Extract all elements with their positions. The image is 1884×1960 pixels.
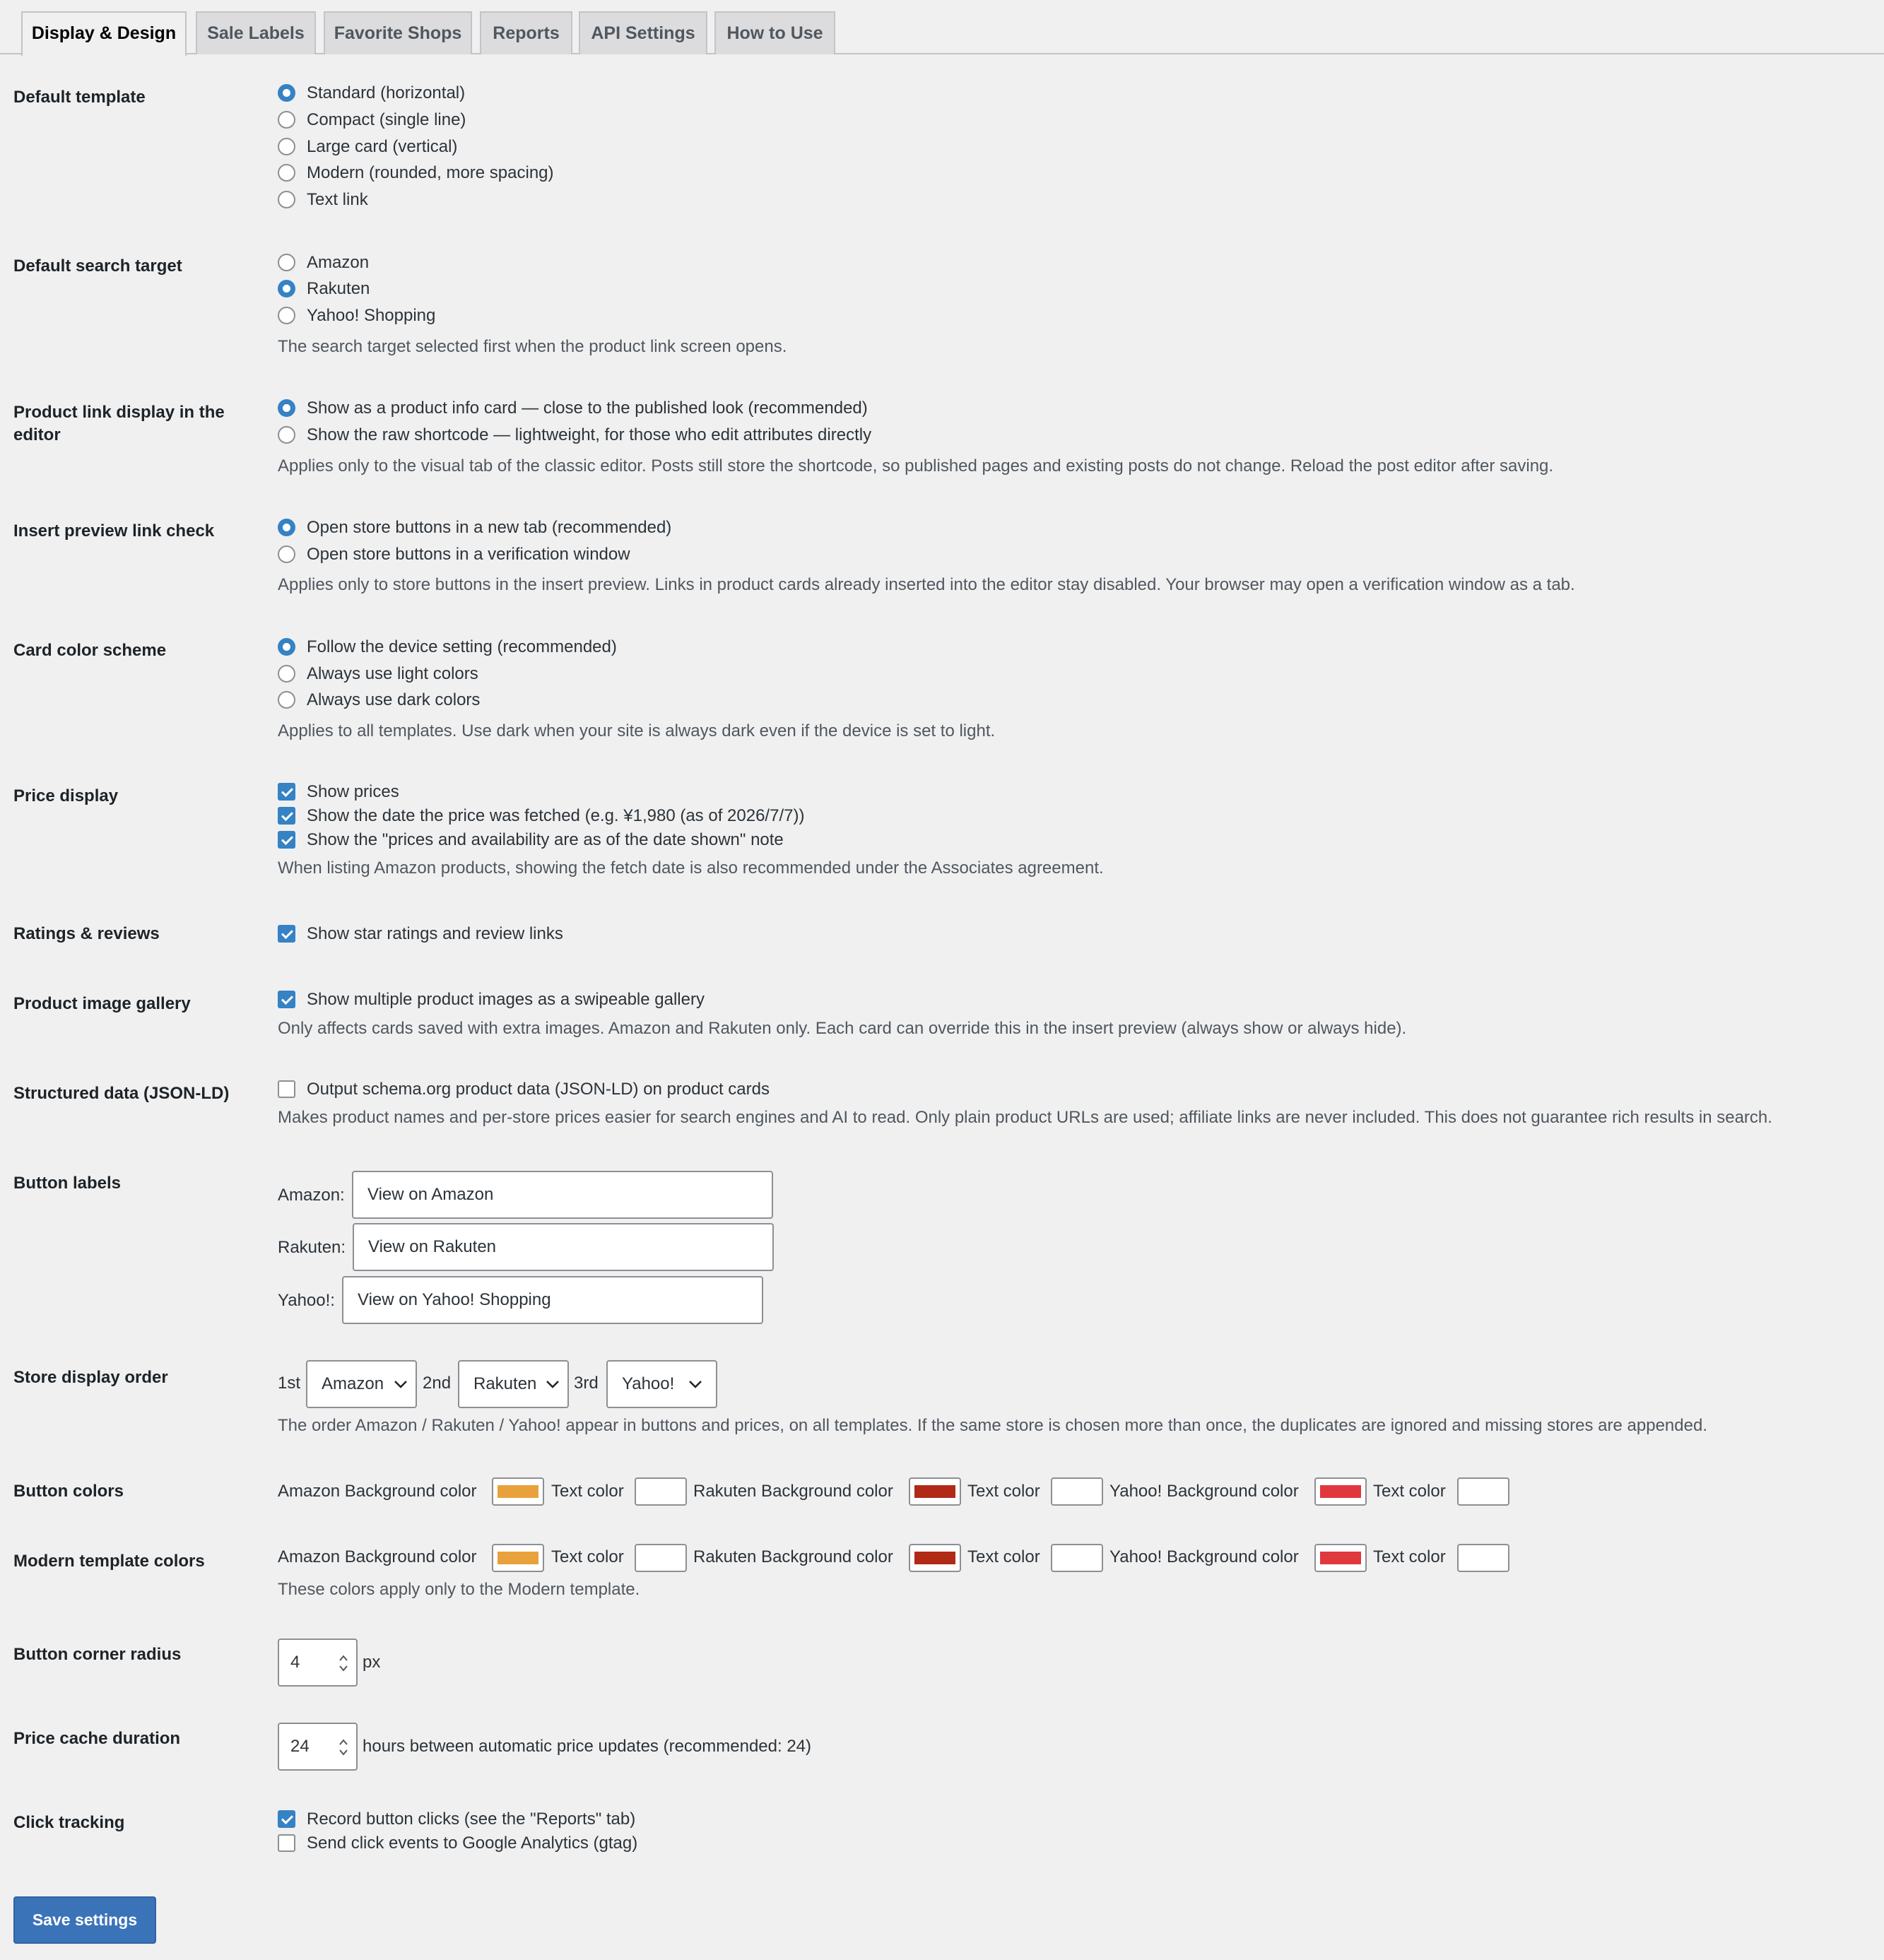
modern-amazon-text-color-caption: Text color [551,1547,624,1566]
yahoo-text-color-picker[interactable] [1457,1477,1509,1506]
spinner-arrows-icon[interactable] [338,1737,349,1758]
price-display-description: When listing Amazon products, showing the fetch date is also recommended under the Associates agreement. [278,858,1104,878]
tab-display-design[interactable]: Display & Design [21,11,187,56]
checkbox-checked-icon[interactable] [278,991,295,1008]
cache-duration-label: Price cache duration [13,1729,181,1748]
second-caption: 2nd [423,1374,452,1393]
preview-check-description: Applies only to store buttons in the insert preview. Links in product cards already inserted into the editor stay disabled. Your browser may open a verification window as a tab. [278,575,1575,594]
checkbox-checked-icon[interactable] [278,1810,295,1828]
modern-colors-description: These colors apply only to the Modern template. [278,1580,640,1599]
rakuten-bg-color-picker[interactable] [909,1477,961,1506]
radio-icon[interactable] [278,691,295,709]
settings-page: Display & Design Sale Labels Favorite Shops Reports API Settings How to Use Default template Standard (horizontal) Compact (single line) Large card (vertical) Modern (rounded, more spacing) Text link Default search target Amazon Rakuten Yahoo! Shopping The search target selected first when the product link screen opens. Product link display in the editor Show as a product info card — close to the published look (recommended) Show the raw shortcode — lightweight, for those who edit attributes directly Applies only to the visual tab of the classic editor. Posts still store the shortcode, so published pages and existing posts do not change. Reload the post editor after saving. Insert preview link check Open store buttons in a new tab (recommended) Open store buttons in a verification window Applies only to store buttons in the insert preview. Links in product cards already inserted into the editor stay disabled. Your browser may open a verification window as a tab. Card color scheme Follow the device setting (recommended) Always use light colors Always use dark colors Applies to all templates. Use dark when your site is always dark even if the device is set to light. Price display Show prices Show the date the price was fetched (e.g. ¥1,980 (as of 2026/7/7)) Show the "prices and availability are as of the date shown" note When listing Amazon products, showing the fetch date is also recommended under the Associates agreement. Ratings & reviews Show star ratings and review links Product image gallery Show multiple product images as a swipeable gallery Only affects cards saved with extra images. Amazon and Rakuten only. Each card can override this in the insert preview (always show or always hide). Structured data (JSON-LD) Output schema.org product data (JSON-LD) on product cards Makes product names and per-store prices easier for search engines and AI to read. Only plain product URLs are used; affiliate links are never included. This does not guarantee rich results in search. Button labels Amazon: View on Amazon Rakuten: View on Rakuten Yahoo!: View on Yahoo! Shopping Store display order 1st Amazon 2nd Rakuten 3rd Yahoo! The order Amazon / Rakuten / Yahoo! appear in buttons and prices, on all templates. If the same store is chosen more than once, the duplicates are ignored and missing stores are appended. Button colors Amazon Background color Text color Rakuten Background color Text color Yahoo! Background color Text color Modern template colors Amazon Background color Text color Rakuten Background color Text color Yahoo! Background color Text color These colors apply only to the Modern template. Button corner radius 4 px Price cache duration 24 hours between automatic price updates (recommended: 24) Click tracking Record button clicks (see the "Reports" tab) Send click events to Google Analytics (gtag) Save settings [0,0,1884,1960]
ratings-label: Ratings & reviews [13,924,160,943]
modern-amazon-bg-caption: Amazon Background color [278,1547,477,1566]
checkbox-checked-icon[interactable] [278,783,295,801]
third-caption: 3rd [574,1374,599,1393]
radio-checked-icon[interactable] [278,399,295,417]
tab-bar [0,0,1884,54]
color-scheme-description: Applies to all templates. Use dark when your site is always dark even if the device is set to light. [278,721,996,740]
radio-icon[interactable] [278,426,295,444]
radio-icon[interactable] [278,665,295,683]
modern-yahoo-text-color-picker[interactable] [1457,1544,1509,1572]
tab-favorite-shops[interactable]: Favorite Shops [324,11,472,54]
rakuten-text-color-picker[interactable] [1051,1477,1103,1506]
radio-icon[interactable] [278,307,295,324]
yahoo-bg-color-picker[interactable] [1314,1477,1367,1506]
cache-duration-unit: hours between automatic price updates (recommended: 24) [363,1737,812,1756]
search-target-label: Default search target [13,256,182,276]
checkbox-icon[interactable] [278,1834,295,1852]
spinner-arrows-icon[interactable] [338,1653,349,1674]
modern-colors-label: Modern template colors [13,1552,205,1571]
corner-radius-label: Button corner radius [13,1645,182,1664]
tab-api-settings[interactable]: API Settings [579,11,707,54]
rakuten-bg-caption: Rakuten Background color [693,1482,893,1501]
color-scheme-label: Card color scheme [13,641,167,660]
store-order-third-select[interactable]: Yahoo! [606,1360,717,1408]
radio-icon[interactable] [278,254,295,271]
radio-icon[interactable] [278,191,295,208]
price-display-label: Price display [13,786,119,805]
default-template-label: Default template [13,88,146,107]
button-labels-label: Button labels [13,1174,122,1193]
amazon-text-color-picker[interactable] [635,1477,687,1506]
checkbox-icon[interactable] [278,1080,295,1098]
click-tracking-label: Click tracking [13,1813,125,1832]
modern-amazon-bg-color-picker[interactable] [492,1544,544,1572]
amazon-button-label-input[interactable]: View on Amazon [352,1171,773,1219]
modern-yahoo-bg-color-picker[interactable] [1314,1544,1367,1572]
corner-radius-input[interactable]: 4 [278,1639,358,1687]
modern-yahoo-bg-caption: Yahoo! Background color [1109,1547,1299,1566]
gallery-description: Only affects cards saved with extra images. Amazon and Rakuten only. Each card can override this in the insert preview (always show or always hide). [278,1019,1407,1038]
rakuten-button-label-input[interactable]: View on Rakuten [353,1223,774,1271]
checkbox-checked-icon[interactable] [278,831,295,849]
radio-icon[interactable] [278,545,295,563]
amazon-bg-caption: Amazon Background color [278,1482,477,1501]
modern-rakuten-text-color-picker[interactable] [1051,1544,1103,1572]
corner-radius-unit: px [363,1653,381,1672]
store-order-first-select[interactable]: Amazon [306,1360,417,1408]
radio-icon[interactable] [278,138,295,155]
first-caption: 1st [278,1374,301,1393]
rakuten-text-color-caption: Text color [967,1482,1040,1501]
search-target-description: The search target selected first when the product link screen opens. [278,337,787,356]
store-order-second-select[interactable]: Rakuten [458,1360,569,1408]
tab-how-to-use[interactable]: How to Use [714,11,835,54]
yahoo-bg-caption: Yahoo! Background color [1109,1482,1299,1501]
modern-rakuten-text-color-caption: Text color [967,1547,1040,1566]
chevron-down-icon [688,1362,703,1407]
preview-check-label: Insert preview link check [13,521,215,541]
radio-checked-icon[interactable] [278,638,295,656]
gallery-label: Product image gallery [13,994,191,1013]
checkbox-checked-icon[interactable] [278,925,295,943]
store-order-description: The order Amazon / Rakuten / Yahoo! appear in buttons and prices, on all templates. If the same store is chosen more than once, the duplicates are ignored and missing stores are appended. [278,1416,1707,1435]
modern-amazon-text-color-picker[interactable] [635,1544,687,1572]
radio-checked-icon[interactable] [278,84,295,102]
rakuten-label-caption: Rakuten: [278,1238,346,1257]
chevron-down-icon [545,1362,560,1407]
modern-yahoo-text-color-caption: Text color [1373,1547,1446,1566]
store-order-label: Store display order [13,1368,168,1387]
yahoo-text-color-caption: Text color [1373,1482,1446,1501]
yahoo-label-caption: Yahoo!: [278,1291,335,1310]
radio-checked-icon[interactable] [278,519,295,536]
radio-icon[interactable] [278,164,295,182]
save-settings-button[interactable]: Save settings [13,1896,156,1944]
structured-data-label: Structured data (JSON-LD) [13,1084,230,1103]
structured-data-description: Makes product names and per-store prices easier for search engines and AI to read. Only plain product URLs are used; affiliate links are never included. This does not guarantee rich results in search. [278,1108,1772,1127]
amazon-bg-color-picker[interactable] [492,1477,544,1506]
amazon-text-color-caption: Text color [551,1482,624,1501]
cache-duration-input[interactable]: 24 [278,1723,358,1771]
checkbox-checked-icon[interactable] [278,807,295,825]
modern-rakuten-bg-color-picker[interactable] [909,1544,961,1572]
amazon-label-caption: Amazon: [278,1186,345,1205]
yahoo-button-label-input[interactable]: View on Yahoo! Shopping [342,1276,763,1324]
tab-sale-labels[interactable]: Sale Labels [196,11,316,54]
chevron-down-icon [393,1362,408,1407]
editor-display-description: Applies only to the visual tab of the classic editor. Posts still store the shortcode, so published pages and existing posts do not change. Reload the post editor after saving. [278,456,1554,476]
tab-reports[interactable]: Reports [480,11,572,54]
editor-display-label: Product link display in the editor [13,403,225,444]
modern-rakuten-bg-caption: Rakuten Background color [693,1547,893,1566]
radio-checked-icon[interactable] [278,280,295,297]
radio-icon[interactable] [278,111,295,129]
button-colors-label: Button colors [13,1482,124,1501]
